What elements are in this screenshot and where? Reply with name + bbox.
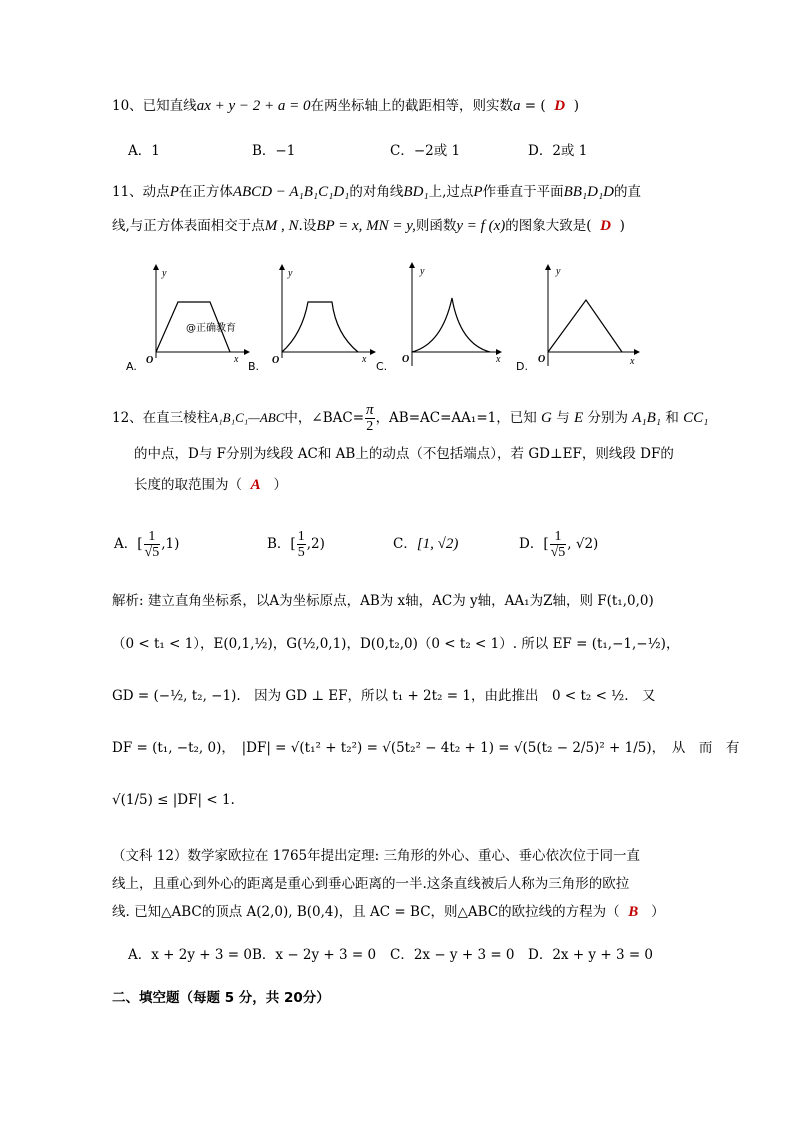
wenke-option-d: D．2x + y + 3 = 0 xyxy=(528,947,654,963)
q10-var: a xyxy=(513,98,521,114)
q11-func: y = f (x) xyxy=(456,218,506,234)
q12-text-f: 分别为 xyxy=(587,410,628,426)
wenke-option-b: B．x − 2y + 3 = 0 xyxy=(252,947,377,963)
q11-mn: M , N xyxy=(264,218,299,234)
q10-option-b: B．−1 xyxy=(252,143,296,159)
q11-plane: BB₁D₁D xyxy=(563,184,615,200)
q11-text-b: 的对角线 xyxy=(349,184,404,200)
q11-text-a: 在正方体 xyxy=(178,184,233,200)
q10-open: = ( xyxy=(524,98,546,114)
q12-line3 xyxy=(134,475,287,495)
q10-option-a: A．1 xyxy=(128,143,160,159)
q12-cc1: CC₁ xyxy=(683,410,709,426)
q12-opt-a-label: A．[ xyxy=(114,536,143,552)
q11-text-d: 作垂直于平面 xyxy=(482,184,564,200)
q11-point-p: P xyxy=(169,184,179,200)
q12-text-range: 长度的取范围为（ xyxy=(134,477,242,493)
graph-a-label: A. xyxy=(126,360,137,373)
graph-c-label: C. xyxy=(376,360,388,373)
q12-answer: A xyxy=(250,477,261,493)
q11-text-c: 上,过点 xyxy=(428,184,474,200)
q12-opt-d-num: 1 xyxy=(550,529,567,545)
q11-diag: BD₁ xyxy=(403,184,429,200)
graph-b-origin: O xyxy=(272,355,280,366)
solution-line4: DF = (t₁, −t₂, 0)， |DF| = √(t₁² + t₂²) = √(5t₂² − 4t₂ + 1) = √(5(t₂ − 2/5)² + 1/5)， 从 而 有 xyxy=(112,740,740,756)
watermark: @正确教育 xyxy=(186,323,236,334)
solution-line1: 解析: 建立直角坐标系，以A为坐标原点，AB为 x轴，AC为 y轴，AA₁为Z轴，则 F(t₁,0,0) xyxy=(112,593,654,609)
graph-c-y: y xyxy=(420,266,425,277)
q11-text-e: 的直 xyxy=(614,184,642,200)
section2-title: 二、填空题（每题 5 分，共 20分） xyxy=(112,990,330,1006)
graph-d-y: y xyxy=(556,266,561,277)
graph-d-origin: O xyxy=(538,354,546,365)
q11-text-g: .设 xyxy=(298,218,317,234)
q11-text-f: 线,与正方体表面相交于点 xyxy=(112,218,265,234)
q10-close: ) xyxy=(573,98,579,114)
q12-option-a xyxy=(114,527,179,561)
q12-option-c xyxy=(393,534,458,554)
q11-graph-c xyxy=(372,262,512,374)
q11-point-p2: P xyxy=(473,184,483,200)
q11-graph-d xyxy=(512,262,642,374)
q12-opt-a-tail: ,1) xyxy=(161,536,180,552)
q12-text-b: ，AB=AC=AA₁=1，已知 xyxy=(375,410,537,426)
q12-opt-d-label: D．[ xyxy=(519,536,549,552)
q12-line2: 的中点，D与 F分别为线段 AC和 AB上的动点（不包括端点），若 GD⊥EF，则线段 DF的 xyxy=(134,446,674,462)
graph-c-origin: O xyxy=(402,354,410,365)
q10-equation: ax + y − 2 + a = 0 xyxy=(196,98,311,114)
q11-close: ) xyxy=(619,218,625,234)
q10-text: 在两坐标轴上的截距相等，则实数 xyxy=(310,98,513,114)
graph-d-label: D. xyxy=(516,360,528,373)
q11-set: BP = x, MN = y, xyxy=(316,218,416,234)
q11-answer: D xyxy=(600,218,611,234)
q12-opt-c-text: [1, √2) xyxy=(416,536,459,552)
wenke-line3 xyxy=(112,902,665,922)
q12-number: 12、在直三棱柱 xyxy=(112,410,211,426)
wenke-answer: B xyxy=(628,904,639,920)
graph-d-x: x xyxy=(630,356,635,367)
q12-angle-den: 2 xyxy=(366,419,374,434)
q10-option-c: C．−2或 1 xyxy=(390,143,461,159)
q12-opt-d-den: √5 xyxy=(550,545,566,560)
solution-line3: GD = (−½, t₂, −1). 因为 GD ⊥ EF，所以 t₁ + 2t₂ = 1，由此推出 0 < t₂ < ½. 又 xyxy=(112,688,656,704)
graph-a-y: y xyxy=(162,268,167,279)
q11-number: 11、动点 xyxy=(112,184,170,200)
q12-opt-c-label: C． xyxy=(393,536,417,552)
q10-stem xyxy=(112,96,579,116)
q12-option-d xyxy=(519,527,598,561)
graph-b-y: y xyxy=(288,268,293,279)
q12-opt-a-den: √5 xyxy=(144,545,160,560)
q12-angle-num: π xyxy=(366,402,374,418)
q10-number: 10、已知直线 xyxy=(112,98,197,114)
q12-opt-d-tail: , √2) xyxy=(567,536,599,552)
q12-opt-b-tail: ,2) xyxy=(306,536,325,552)
wenke-option-c: C．2x − y + 3 = 0 xyxy=(390,947,515,963)
q11-graph-b xyxy=(246,262,376,374)
q12-opt-a-num: 1 xyxy=(144,529,161,545)
graph-b-label: B. xyxy=(248,360,260,373)
q12-opt-b-den: 5 xyxy=(297,545,305,560)
wenke-text: 线. 已知△ABC的顶点 A(2,0), B(0,4)，且 AC = BC，则△ABC的欧拉线的方程为（ xyxy=(112,904,620,920)
graph-a-x: x xyxy=(234,354,239,365)
q12-line1 xyxy=(112,403,708,434)
wenke-line2: 线上，且重心到外心的距离是重心到垂心距离的一半.这条直线被后人称为三角形的欧拉 xyxy=(112,876,630,892)
q11-text-h: 则函数 xyxy=(415,218,457,234)
graph-b-x: x xyxy=(362,354,367,365)
q12-option-b xyxy=(267,527,325,561)
solution-line5: √(1/5) ≤ |DF| < 1. xyxy=(112,792,235,808)
q10-option-d: D．2或 1 xyxy=(528,143,588,159)
q12-prism: A₁B₁C₁—ABC xyxy=(210,410,285,425)
q12-text-h: 和 xyxy=(665,410,679,426)
solution-line2: （0 < t₁ < 1），E(0,1,½)，G(½,0,1)，D(0,t₂,0)（0 < t₂ < 1）. 所以 EF = (t₁,−1,−½)， xyxy=(112,636,680,652)
q12-text-d: 与 xyxy=(556,410,570,426)
q11-text-i: 的图象大致是( xyxy=(505,218,592,234)
q11-line1 xyxy=(112,182,641,202)
q12-text-a: 中，∠BAC= xyxy=(284,410,365,426)
wenke-option-a: A．x + 2y + 3 = 0 xyxy=(128,947,252,963)
q12-e: E xyxy=(573,410,584,426)
q11-graph-a xyxy=(120,262,250,374)
wenke-line1: （文科 12）数学家欧拉在 1765年提出定理: 三角形的外心、重心、垂心依次位于同一直 xyxy=(112,848,640,864)
graph-c-x: x xyxy=(496,354,501,365)
q11-cube: ABCD − A₁B₁C₁D₁ xyxy=(232,184,350,200)
graph-a-origin: O xyxy=(146,355,154,366)
q11-line2 xyxy=(112,216,625,236)
q12-a1b1: A₁B₁ xyxy=(632,410,662,426)
q12-close: ） xyxy=(273,477,287,493)
q12-opt-b-label: B．[ xyxy=(267,536,296,552)
q12-g: G xyxy=(541,410,552,426)
q12-opt-b-num: 1 xyxy=(297,529,305,544)
wenke-close: ） xyxy=(651,904,665,920)
q10-answer: D xyxy=(554,98,566,114)
